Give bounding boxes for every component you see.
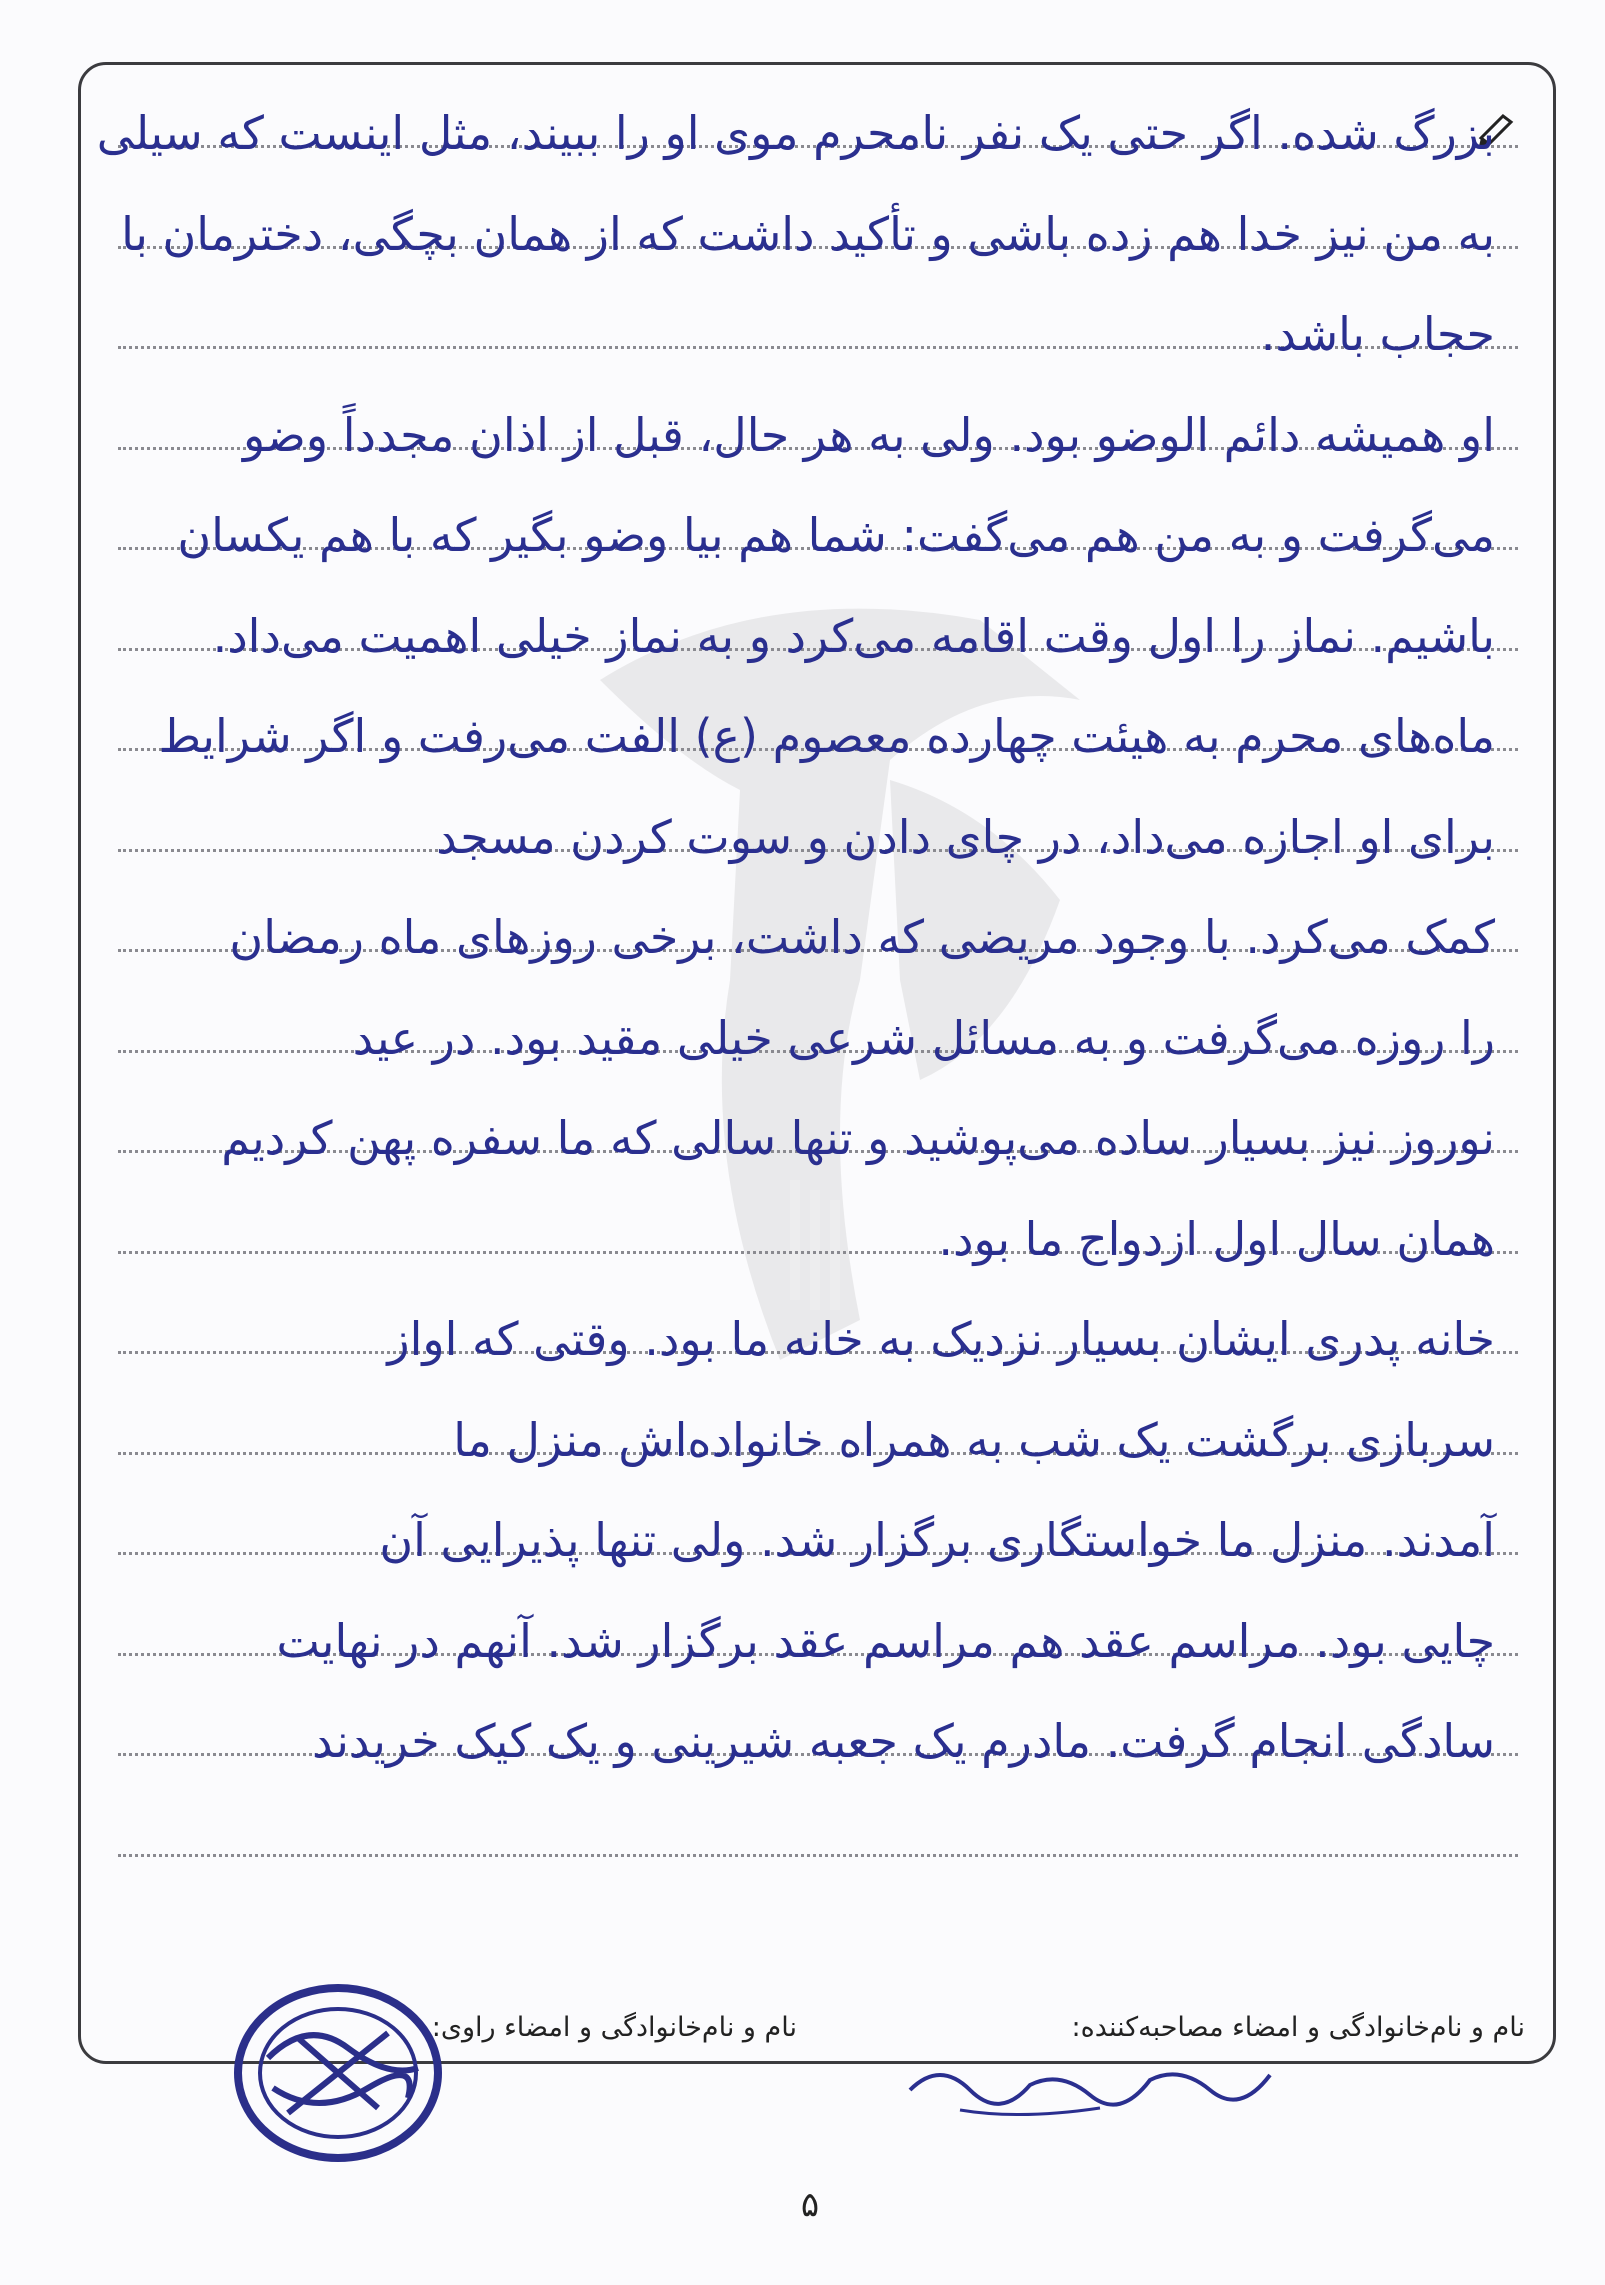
handwritten-line: برای او اجازه می‌داد، در چای دادن و سوت کردن مسجد (436, 809, 1495, 864)
handwritten-line: بزرگ شده. اگر حتی یک نفر نامحرم موی او را ببیند، مثل اینست که سیلی (96, 106, 1495, 160)
handwritten-line: را روزه می‌گرفت و به مسائل شرعی خیلی مقید بود. در عید (352, 1010, 1495, 1065)
handwritten-line: سادگی انجام گرفت. مادرم یک جعبه شیرینی و یک کیک خریدند (312, 1714, 1495, 1768)
interviewer-signature (900, 2040, 1280, 2130)
handwritten-line: کمک می‌کرد. با وجود مریضی که داشت، برخی روزهای ماه رمضان (229, 910, 1495, 964)
handwritten-line: باشیم. نماز را اول وقت اقامه می‌کرد و به نماز خیلی اهمیت می‌داد. (212, 608, 1495, 663)
handwritten-line: چایی بود. مراسم عقد هم مراسم عقد برگزار شد. آنهم در نهایت (276, 1613, 1495, 1668)
handwritten-line: خانه پدری ایشان بسیار نزدیک به خانه ما بود. وقتی که اواز (387, 1312, 1495, 1366)
handwritten-line: ماه‌های محرم به هیئت چهارده معصوم (ع) الفت می‌رفت و اگر شرایط (158, 709, 1495, 763)
handwritten-line: آمدند. منزل ما خواستگاری برگزار شد. ولی تنها پذیرایی آن (379, 1513, 1495, 1567)
page-number: ۵ (800, 2185, 820, 2225)
handwritten-line: نوروز نیز بسیار ساده می‌پوشید و تنها سالی که ما سفره پهن کردیم (221, 1111, 1495, 1165)
interviewer-label: نام و نام‌خانوادگی و امضاء مصاحبه‌کننده: (1071, 2012, 1525, 2043)
handwritten-line: می‌گرفت و به من هم می‌گفت: شما هم بیا وضو بگیر که با هم یکسان (177, 508, 1495, 562)
handwritten-line: سربازی برگشت یک شب به همراه خانواده‌اش منزل ما (453, 1412, 1495, 1467)
handwritten-line: به من نیز خدا هم زده باشی و تأکید داشت که از همان بچگی، دخترمان با (121, 206, 1495, 261)
narrator-label: نام و نام‌خانوادگی و امضاء راوی: (431, 2012, 797, 2043)
handwritten-line: همان سال اول ازدواج ما بود. (938, 1211, 1495, 1266)
handwritten-line: او همیشه دائم الوضو بود. ولی به هر حال، قبل از اذان مجدداً وضو (243, 407, 1495, 462)
stamp-seal (228, 1978, 448, 2168)
handwritten-line: حجاب باشد. (1260, 307, 1495, 361)
ruled-line (118, 1854, 1518, 1857)
